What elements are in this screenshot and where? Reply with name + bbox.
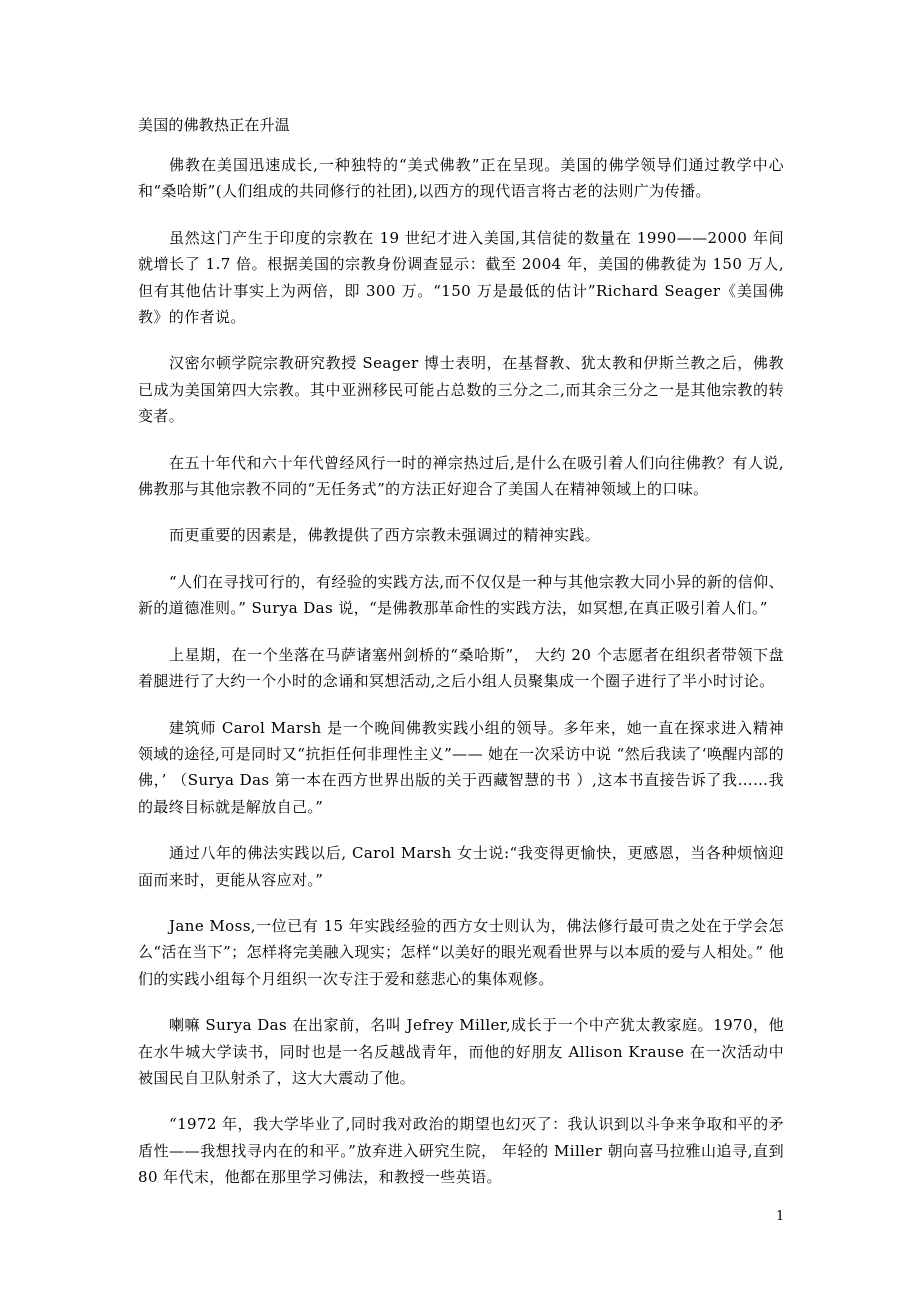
article-title: 美国的佛教热正在升温 (138, 116, 291, 134)
article-body (138, 112, 784, 1211)
paragraph-3: 汉密尔顿学院宗教研究教授 Seager 博士表明，在基督教、犹太教和伊斯兰教之后，佛教已成为美国第四大宗教。其中亚洲移民可能占总数的三分之二,而其余三分之一是其他宗教的转变者。 (138, 354, 784, 426)
page-number: 1 (776, 1209, 785, 1224)
paragraph-9: 通过八年的佛法实践以后, Carol Marsh 女士说:“我变得更愉快，更感恩，当各种烦恼迎面而来时，更能从容应对。” (138, 844, 784, 889)
paragraph-7: 上星期，在一个坐落在马萨诸塞州剑桥的“桑哈斯”， 大约 20 个志愿者在组织者带领下盘着腿进行了大约一个小时的念诵和冥想活动,之后小组人员聚集成一个圈子进行了半小时讨论。 (138, 645, 784, 691)
paragraph-2: 虽然这门产生于印度的宗教在 19 世纪才进入美国,其信徒的数量在 1990——2000 年间就增长了 1.7 倍。根据美国的宗教身份调查显示：截至 2004 年，美国的佛教徒为 150 万人,但有其他估计事实上为两倍，即 300 万。“150 万是最低的估计”Richard Seager《美国佛教》的作者说。 (138, 228, 784, 327)
paragraph-4: 在五十年代和六十年代曾经风行一时的禅宗热过后,是什么在吸引着人们向往佛教？有人说,佛教那与其他宗教不同的“无任务式”的方法正好迎合了美国人在精神领域上的口味。 (138, 453, 784, 499)
paragraph-5: 而更重要的因素是，佛教提供了西方宗教未强调过的精神实践。 (169, 526, 601, 545)
paragraph-1: 佛教在美国迅速成长,一种独特的“美式佛教”正在呈现。美国的佛学领导们通过教学中心和“桑哈斯”(人们组成的共同修行的社团),以西方的现代语言将古老的法则广为传播。 (138, 156, 784, 201)
paragraph-12: “1972 年，我大学毕业了,同时我对政治的期望也幻灭了：我认识到以斗争来争取和平的矛盾性——我想找寻内在的和平。”放弃进入研究生院， 年轻的 Miller 朝向喜马拉雅山追寻,直到 80 年代末，他都在那里学习佛法，和教授一些英语。 (138, 1115, 784, 1187)
paragraph-10: Jane Moss,一位已有 15 年实践经验的西方女士则认为，佛法修行最可贵之处在于学会怎么“活在当下”；怎样将完美融入现实；怎样“以美好的眼光观看世界与以本质的爱与人相处。” 他们的实践小组每个月组织一次专注于爱和慈悲心的集体观修。 (138, 916, 784, 988)
paragraph-11: 喇嘛 Surya Das 在出家前，名叫 Jefrey Miller,成长于一个中产犹太教家庭。1970，他在水牛城大学读书，同时也是一名反越战青年，而他的好朋友 Allison Krause 在一次活动中被国民自卫队射杀了，这大大震动了他。 (138, 1016, 784, 1087)
paragraph-8: 建筑师 Carol Marsh 是一个晚间佛教实践小组的领导。多年来，她一直在探求进入精神领域的途径,可是同时又“抗拒任何非理性主义”—— 她在一次采访中说 “然后我读了‘唤醒内部的佛，’ （Surya Das 第一本在西方世界出版的关于西藏智慧的书 ）,这本书直接告诉了我……我的最终目标就是解放自己。” (138, 718, 784, 816)
paragraph-6: “人们在寻找可行的，有经验的实践方法,而不仅仅是一种与其他宗教大同小异的新的信仰、新的道德准则。” Surya Das 说，“是佛教那革命性的实践方法，如冥想,在真正吸引着人们。” (138, 572, 784, 618)
